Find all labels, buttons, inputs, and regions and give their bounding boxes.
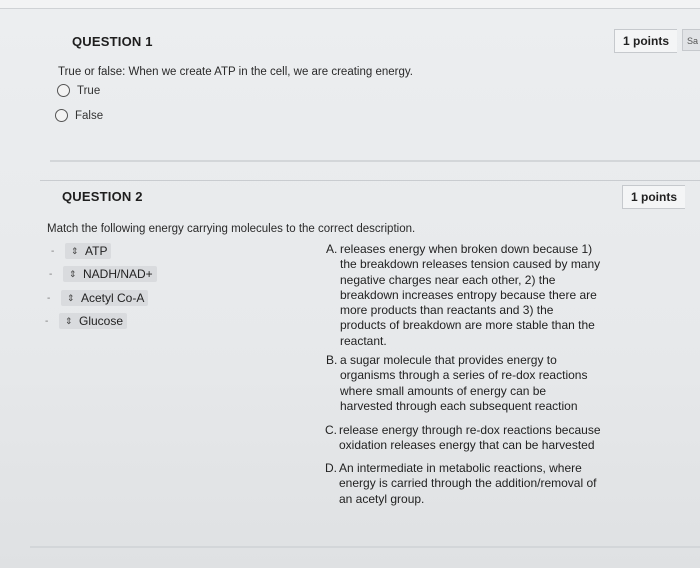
- top-border: [0, 0, 700, 9]
- chevron-up-down-icon: ⇕: [69, 269, 77, 279]
- question-2-prompt: Match the following energy carrying molecules to the correct description.: [47, 223, 416, 235]
- row-marker: -: [51, 245, 55, 257]
- answer-line: releases energy when broken down because 1): [340, 242, 593, 256]
- answer-line: a sugar molecule that provides energy to: [340, 353, 557, 367]
- answer-dropdown-glucose[interactable]: [59, 313, 127, 329]
- answer-line: products of breakdown are more stable than the: [340, 318, 595, 333]
- answer-a-letter: A.: [326, 242, 338, 256]
- answer-b-text: [340, 353, 587, 414]
- answer-b: [326, 353, 626, 417]
- match-row-nadh: [49, 266, 157, 282]
- answer-line: negative charges near each other, 2) the: [340, 272, 556, 287]
- question-1-prompt: True or false: When we create ATP in the cell, we are creating energy.: [58, 66, 413, 78]
- answer-line: an acetyl group.: [339, 491, 425, 506]
- chevron-up-down-icon: ⇕: [67, 293, 75, 303]
- answer-line: oxidation releases energy that can be harvested: [339, 438, 595, 453]
- answer-dropdown-atp[interactable]: [65, 243, 111, 259]
- answer-a: [326, 242, 626, 352]
- answer-line: more products than reactants and 3) the: [340, 303, 554, 318]
- row-marker: -: [47, 292, 51, 304]
- item-label-atp: ATP: [85, 244, 108, 258]
- answer-dropdown-nadh[interactable]: [63, 266, 157, 282]
- chevron-up-down-icon: ⇕: [71, 246, 79, 256]
- answer-line: breakdown increases entropy because there are: [340, 287, 597, 302]
- question-2-top-border: [40, 180, 700, 181]
- question-divider: [50, 160, 700, 162]
- item-label-nadh: NADH/NAD+: [83, 267, 153, 281]
- answer-b-letter: B.: [326, 353, 338, 367]
- chevron-up-down-icon: ⇕: [65, 316, 73, 326]
- question-1-points: 1 points: [614, 29, 677, 53]
- bottom-divider: [30, 546, 700, 548]
- match-row-atp: [51, 243, 111, 259]
- save-answer-button[interactable]: Sa: [682, 29, 700, 51]
- radio-button-false[interactable]: [55, 109, 68, 122]
- answer-d-letter: D.: [325, 461, 337, 475]
- match-row-glucose: [45, 313, 127, 329]
- answer-line: An intermediate in metabolic reactions, where: [339, 461, 582, 475]
- question-2-title: QUESTION 2: [62, 189, 143, 204]
- answer-line: organisms through a series of re-dox reactions: [340, 368, 588, 383]
- answer-d: [325, 461, 625, 511]
- answer-line: harvested through each subsequent reaction: [340, 398, 578, 413]
- option-true-label: True: [77, 84, 101, 97]
- answer-d-text: [339, 461, 596, 507]
- answer-c-text: [339, 423, 601, 454]
- answer-dropdown-acetyl-coa[interactable]: [61, 290, 148, 306]
- question-2-points: 1 points: [622, 185, 685, 209]
- row-marker: -: [45, 315, 49, 327]
- item-label-glucose: Glucose: [79, 314, 124, 328]
- option-false-label: False: [75, 109, 104, 122]
- item-label-acetyl-coa: Acetyl Co-A: [81, 291, 145, 305]
- answer-line: where small amounts of energy can be: [340, 383, 547, 398]
- row-marker: -: [49, 268, 53, 280]
- answer-c: [325, 423, 625, 457]
- answer-a-text: [340, 242, 600, 349]
- radio-button-true[interactable]: [57, 84, 70, 97]
- option-false[interactable]: [55, 109, 103, 122]
- answer-line: release energy through re-dox reactions because: [339, 423, 601, 437]
- answer-line: energy is carried through the addition/removal of: [339, 476, 597, 491]
- option-true[interactable]: [57, 84, 100, 97]
- question-1-title: QUESTION 1: [72, 34, 153, 49]
- answer-c-letter: C.: [325, 423, 337, 437]
- answer-line: the breakdown releases tension caused by many: [340, 257, 601, 272]
- match-row-acetyl-coa: [47, 290, 148, 306]
- answer-line: reactant.: [340, 333, 387, 348]
